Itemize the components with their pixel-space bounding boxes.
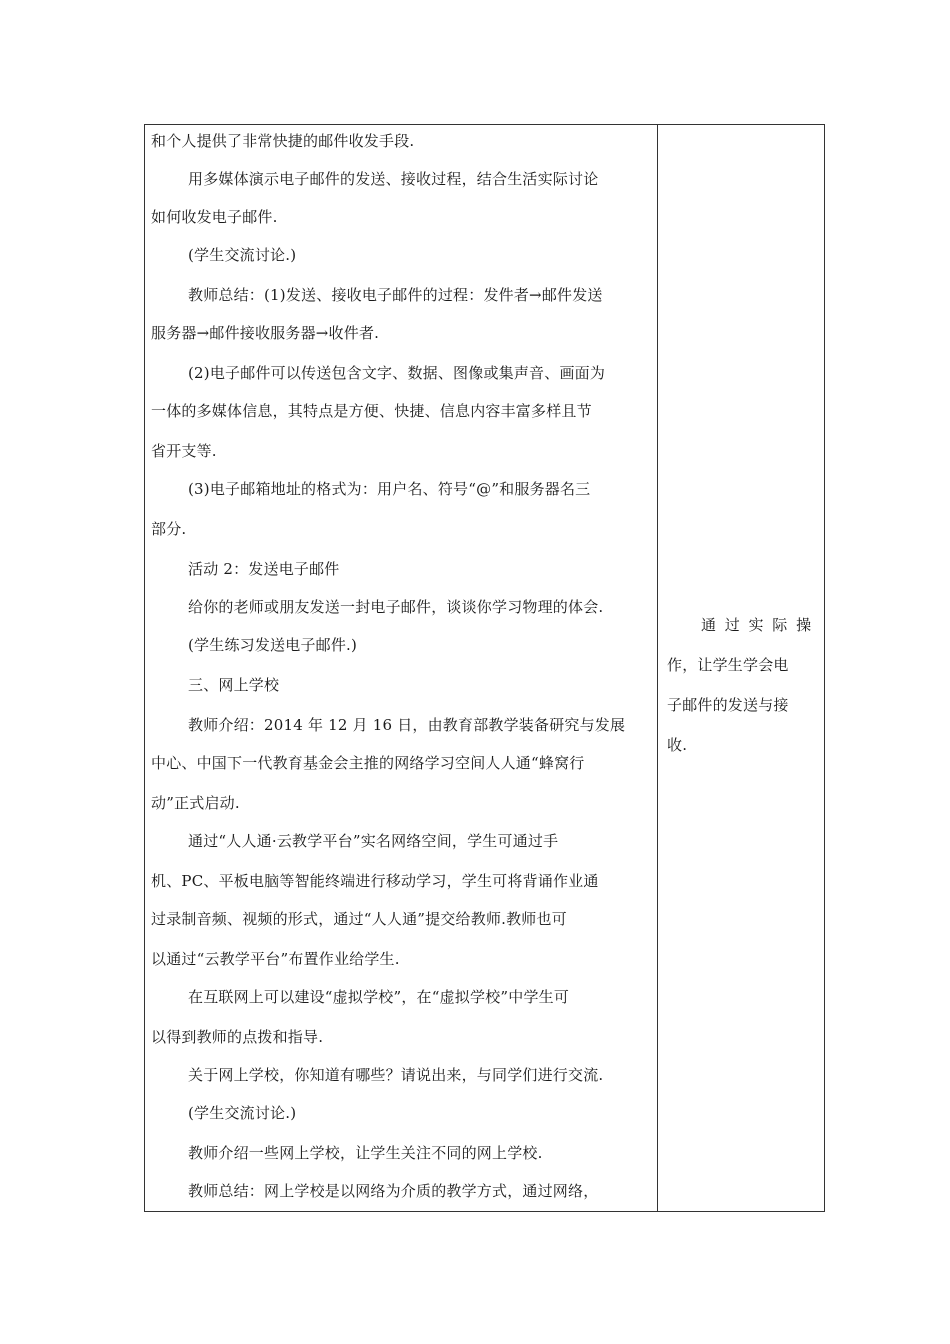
text-line: (学生交流讨论.) [188, 246, 297, 264]
text-line: (2)电子邮件可以传送包含文字、数据、图像或集声音、画面为 [188, 364, 606, 382]
text-line: 部分. [151, 520, 187, 538]
intent-line: 子邮件的发送与接 [667, 696, 789, 714]
text-line: 省开支等. [151, 442, 217, 460]
text-line: 给你的老师或朋友发送一封电子邮件，谈谈你学习物理的体会. [188, 598, 604, 616]
intent-line: 作，让学生学会电 [667, 656, 789, 674]
intent-line: 收. [667, 736, 688, 754]
text-line: 用多媒体演示电子邮件的发送、接收过程，结合生活实际讨论 [188, 170, 599, 188]
text-line: 中心、中国下一代教育基金会主推的网络学习空间人人通“蜂窝行 [151, 754, 585, 772]
text-line: (学生练习发送电子邮件.) [188, 636, 358, 654]
text-line: 服务器→邮件接收服务器→收件者. [151, 324, 380, 342]
text-line: 以得到教师的点拨和指导. [151, 1028, 324, 1046]
intent-line: 通 过 实 际 操 [701, 616, 814, 634]
section-heading: 活动 2：发送电子邮件 [188, 560, 340, 578]
lesson-table [144, 124, 825, 1212]
text-line: 在互联网上可以建设“虚拟学校”，在“虚拟学校”中学生可 [188, 988, 570, 1006]
text-line: 教师介绍一些网上学校，让学生关注不同的网上学校. [188, 1144, 543, 1162]
column-divider [657, 125, 658, 1211]
text-line: 如何收发电子邮件. [151, 208, 278, 226]
text-line: 关于网上学校，你知道有哪些？请说出来，与同学们进行交流. [188, 1066, 604, 1084]
text-line: 一体的多媒体信息，其特点是方便、快捷、信息内容丰富多样且节 [151, 402, 592, 420]
text-line: 和个人提供了非常快捷的邮件收发手段. [151, 132, 415, 150]
text-line: 教师总结：(1)发送、接收电子邮件的过程：发件者→邮件发送 [188, 286, 603, 304]
text-line: 动”正式启动. [151, 794, 240, 812]
text-line: (3)电子邮箱地址的格式为：用户名、符号“@”和服务器名三 [188, 480, 591, 498]
text-line: 通过“人人通·云教学平台”实名网络空间，学生可通过手 [188, 832, 559, 850]
section-heading: 三、网上学校 [188, 676, 280, 694]
text-line: (学生交流讨论.) [188, 1104, 297, 1122]
text-line: 机、PC、平板电脑等智能终端进行移动学习，学生可将背诵作业通 [151, 872, 599, 890]
text-line: 教师总结：网上学校是以网络为介质的教学方式，通过网络， [188, 1182, 599, 1200]
text-line: 以通过“云教学平台”布置作业给学生. [151, 950, 400, 968]
text-line: 过录制音频、视频的形式，通过“人人通”提交给教师.教师也可 [151, 910, 567, 928]
text-line: 教师介绍：2014 年 12 月 16 日，由教育部教学装备研究与发展 [188, 716, 626, 734]
